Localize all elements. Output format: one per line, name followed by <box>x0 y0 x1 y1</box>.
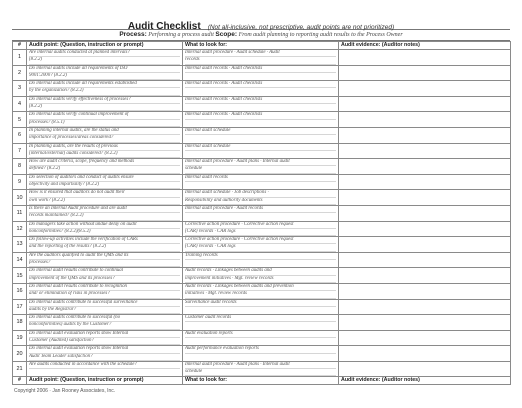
audit-point-text: Do internal audit results contribute to continual <box>29 268 180 275</box>
row-number: 19 <box>13 330 27 346</box>
table-row <box>13 50 511 66</box>
table-row <box>13 205 511 221</box>
row-number: 21 <box>13 361 27 377</box>
audit-point-text: How is it ensured that auditors do not audit their <box>29 190 180 197</box>
process-label: Process: <box>119 31 147 38</box>
audit-point-cell <box>27 205 183 221</box>
what-to-look-for-text: Responsibility and authority documents <box>185 198 336 205</box>
footer-column-header-what-to-look-for: What to look for: <box>183 377 339 385</box>
what-to-look-for-text: Internal audit procedure · Audit schedule · Audit <box>185 50 336 57</box>
audit-evidence-cell[interactable] <box>339 81 511 97</box>
what-to-look-for-text: Internal audit records · Audit checklists <box>185 81 336 88</box>
audit-evidence-cell[interactable] <box>339 330 511 346</box>
table-row <box>13 237 511 253</box>
checklist-table <box>12 41 511 385</box>
table-row <box>13 221 511 237</box>
audit-point-text: (8.2.2) <box>29 104 180 111</box>
table-row <box>13 361 511 377</box>
what-to-look-for-cell <box>183 221 339 237</box>
audit-point-text: Do selection of auditors and conduct of audits ensure <box>29 175 180 182</box>
what-to-look-for-cell <box>183 65 339 81</box>
what-to-look-for-cell <box>183 143 339 159</box>
what-to-look-for-text: Training records <box>185 253 336 260</box>
what-to-look-for-cell <box>183 268 339 284</box>
footer-column-header-audit-point: Audit point: (Question, instruction or prompt) <box>27 377 183 385</box>
audit-evidence-cell[interactable] <box>339 221 511 237</box>
audit-evidence-cell[interactable] <box>339 252 511 268</box>
audit-evidence-cell[interactable] <box>339 159 511 175</box>
row-number: 2 <box>13 65 27 81</box>
what-to-look-for-cell <box>183 237 339 253</box>
what-to-look-for-cell <box>183 361 339 377</box>
row-number: 10 <box>13 190 27 206</box>
audit-point-cell <box>27 299 183 315</box>
what-to-look-for-text: Audit records · Linkages between audits and <box>185 268 336 275</box>
table-row <box>13 190 511 206</box>
what-to-look-for-text: (CAR) records · CAR logs <box>185 244 336 251</box>
table-row <box>13 330 511 346</box>
audit-evidence-cell[interactable] <box>339 268 511 284</box>
document-subtitle: (Not all-inclusive, not prescriptive, audit points are not prioritized) <box>207 24 395 31</box>
audit-evidence-cell[interactable] <box>339 190 511 206</box>
audit-point-cell <box>27 190 183 206</box>
what-to-look-for-text: Internal audit records · Audit checklists <box>185 66 336 73</box>
what-to-look-for-text: Customer audit records <box>185 315 336 322</box>
column-header-number: # <box>13 42 27 50</box>
document-title: Audit Checklist <box>127 21 201 32</box>
audit-point-cell <box>27 283 183 299</box>
what-to-look-for-text: schedule <box>185 369 336 376</box>
what-to-look-for-cell <box>183 96 339 112</box>
what-to-look-for-cell <box>183 112 339 128</box>
audit-point-text: Are audits conducted in accordance with the schedule? <box>29 362 180 369</box>
audit-point-text: Do internal audit results contribute to recognition <box>29 284 180 291</box>
audit-evidence-cell[interactable] <box>339 283 511 299</box>
audit-point-text: importance of processes/areas considered? <box>29 135 180 142</box>
audit-point-text: and the reporting of the results? (8.2.2) <box>29 244 180 251</box>
audit-point-text: processes? (8.5.1) <box>29 120 180 127</box>
audit-point-cell <box>27 268 183 284</box>
what-to-look-for-text: improvement initiatives · Mgt. review records <box>185 276 336 283</box>
audit-point-cell <box>27 96 183 112</box>
copyright-footer: Copyright 2006 · Jan Rooney Associates, Inc. <box>14 388 116 394</box>
row-number: 3 <box>13 81 27 97</box>
table-row <box>13 315 511 331</box>
what-to-look-for-text: Audit records · Linkages between audits and prevention <box>185 284 336 291</box>
what-to-look-for-text: schedule <box>185 166 336 173</box>
audit-point-text: In planning audits, are the results of previous <box>29 144 180 151</box>
what-to-look-for-cell <box>183 127 339 143</box>
checklist-rows <box>13 50 511 377</box>
audit-point-cell <box>27 237 183 253</box>
table-row <box>13 65 511 81</box>
footer-column-header-audit-evidence: Audit evidence: (Auditor notes) <box>339 377 511 385</box>
audit-point-cell <box>27 143 183 159</box>
what-to-look-for-cell <box>183 174 339 190</box>
what-to-look-for-text: Internal audit schedule · Job descriptions · <box>185 190 336 197</box>
audit-point-text: and/ or elimination of risks in processes? <box>29 291 180 298</box>
row-number: 4 <box>13 96 27 112</box>
audit-point-text: In planning internal audits, are the status and <box>29 128 180 135</box>
what-to-look-for-text: Corrective action procedure · Corrective action request <box>185 222 336 229</box>
audit-evidence-cell[interactable] <box>339 96 511 112</box>
table-header-row <box>13 42 511 50</box>
audit-point-text: Are internal audits conducted at planned intervals? <box>29 50 180 57</box>
row-number: 1 <box>13 50 27 66</box>
audit-point-cell <box>27 361 183 377</box>
process-value: Performing a process audit <box>148 32 214 38</box>
audit-point-text: (internal/external) audits considered? (8.2.2) <box>29 151 180 158</box>
audit-point-text: own work? (8.2.2) <box>29 198 180 205</box>
audit-point-text: How are audit criteria, scope, frequency and methods <box>29 159 180 166</box>
table-row <box>13 143 511 159</box>
audit-point-cell <box>27 346 183 362</box>
table-row <box>13 268 511 284</box>
audit-point-text: Audit Team Leader satisfaction? <box>29 354 180 361</box>
audit-evidence-cell[interactable] <box>339 143 511 159</box>
what-to-look-for-text: Internal audit procedure · Audit plans · Internal audit <box>185 362 336 369</box>
row-number: 5 <box>13 112 27 128</box>
what-to-look-for-text: records <box>185 57 336 64</box>
table-row <box>13 159 511 175</box>
audit-evidence-cell[interactable] <box>339 127 511 143</box>
what-to-look-for-cell <box>183 283 339 299</box>
table-row <box>13 96 511 112</box>
what-to-look-for-text: (CAR) records · CAR logs <box>185 229 336 236</box>
row-number: 13 <box>13 237 27 253</box>
audit-point-cell <box>27 50 183 66</box>
audit-point-text: Do internal audit evaluation reports show Internal <box>29 346 180 353</box>
what-to-look-for-text: initiatives · Mgt. review records <box>185 291 336 298</box>
audit-evidence-cell[interactable] <box>339 112 511 128</box>
what-to-look-for-cell <box>183 50 339 66</box>
what-to-look-for-text: Internal audit schedule <box>185 128 336 135</box>
title-line <box>12 16 510 32</box>
audit-point-text: Do internal audit evaluation reports show Internal <box>29 331 180 338</box>
audit-evidence-cell[interactable] <box>339 315 511 331</box>
audit-evidence-cell[interactable] <box>339 346 511 362</box>
column-header-audit-evidence: Audit evidence: (Auditor notes) <box>339 42 511 50</box>
audit-point-cell <box>27 112 183 128</box>
audit-point-cell <box>27 127 183 143</box>
what-to-look-for-cell <box>183 315 339 331</box>
audit-point-cell <box>27 159 183 175</box>
table-row <box>13 252 511 268</box>
what-to-look-for-text: Audit performance evaluation reports <box>185 346 336 353</box>
audit-evidence-cell[interactable] <box>339 174 511 190</box>
row-number: 6 <box>13 127 27 143</box>
audit-evidence-cell[interactable] <box>339 237 511 253</box>
audit-point-cell <box>27 252 183 268</box>
what-to-look-for-text: Internal audit procedure · Audit plans · Internal audit <box>185 159 336 166</box>
table-row <box>13 283 511 299</box>
column-header-what-to-look-for: What to look for: <box>183 42 339 50</box>
audit-point-text: processes? <box>29 260 180 267</box>
table-row <box>13 346 511 362</box>
column-header-audit-point: Audit point: (Question, instruction or prompt) <box>27 42 183 50</box>
audit-evidence-cell[interactable] <box>339 299 511 315</box>
audit-point-text: Customer (Audited) satisfaction? <box>29 338 180 345</box>
table-row <box>13 299 511 315</box>
audit-point-cell <box>27 81 183 97</box>
table-row <box>13 174 511 190</box>
audit-point-text: by the organization? (8.2.2) <box>29 88 180 95</box>
audit-point-text: Do follow-up activities include the verification of CARs <box>29 237 180 244</box>
row-number: 12 <box>13 221 27 237</box>
table-row <box>13 81 511 97</box>
row-number: 15 <box>13 268 27 284</box>
audit-point-text: objectivity and impartiality? (8.2.2) <box>29 182 180 189</box>
audit-point-text: Do internal audits verify effectiveness of processes? <box>29 97 180 104</box>
what-to-look-for-text: Corrective action procedure · Corrective action request <box>185 237 336 244</box>
audit-evidence-cell[interactable] <box>339 361 511 377</box>
what-to-look-for-text: Internal audit records · Audit checklists <box>185 97 336 104</box>
audit-point-text: nonconformities) audits by the Customer? <box>29 322 180 329</box>
audit-evidence-cell[interactable] <box>339 205 511 221</box>
audit-point-cell <box>27 65 183 81</box>
row-number: 8 <box>13 159 27 175</box>
row-number: 17 <box>13 299 27 315</box>
audit-point-cell <box>27 221 183 237</box>
audit-point-cell <box>27 315 183 331</box>
what-to-look-for-text: Internal audit procedure · Audit records <box>185 206 336 213</box>
table-footer-header-row <box>13 377 511 385</box>
audit-point-text: audits by the Registrar? <box>29 307 180 314</box>
what-to-look-for-text: Internal audit records · Audit checklists <box>185 112 336 119</box>
scope-value: From audit planning to reporting audit results to the Process Owner <box>238 32 403 38</box>
row-number: 18 <box>13 315 27 331</box>
table-row <box>13 112 511 128</box>
audit-checklist-document <box>12 16 510 385</box>
audit-point-text: Is there an Internal Audit procedure and are audit <box>29 206 180 213</box>
audit-point-text: Do internal audits contribute to successful surveillance <box>29 300 180 307</box>
scope-label: Scope: <box>215 31 238 38</box>
audit-point-text: Do managers take action without undue delay on audit <box>29 222 180 229</box>
row-number: 14 <box>13 252 27 268</box>
audit-point-cell <box>27 330 183 346</box>
audit-point-text: (8.2.2) <box>29 57 180 64</box>
row-number: 16 <box>13 283 27 299</box>
what-to-look-for-cell <box>183 205 339 221</box>
what-to-look-for-text: Surveillance audit records <box>185 300 336 307</box>
footer-column-header-number: # <box>13 377 27 385</box>
what-to-look-for-text: Audit evaluation reports <box>185 331 336 338</box>
row-number: 9 <box>13 174 27 190</box>
what-to-look-for-text: Internal audit schedule <box>185 144 336 151</box>
audit-evidence-cell[interactable] <box>339 65 511 81</box>
audit-point-text: nonconformities? (8.2.2)(8.5.2) <box>29 229 180 236</box>
what-to-look-for-cell <box>183 299 339 315</box>
what-to-look-for-cell <box>183 81 339 97</box>
audit-point-text: Do internal audits include all requirements of ISO <box>29 66 180 73</box>
row-number: 20 <box>13 346 27 362</box>
audit-point-text: improvement of the QMS and its processes? <box>29 276 180 283</box>
row-number: 11 <box>13 205 27 221</box>
audit-point-text: Do internal audits verify continual improvement of <box>29 112 180 119</box>
audit-point-text: Are the auditors qualified to audit the QMS and its <box>29 253 180 260</box>
audit-evidence-cell[interactable] <box>339 50 511 66</box>
what-to-look-for-cell <box>183 190 339 206</box>
audit-point-text: records maintained? (8.2.2) <box>29 213 180 220</box>
row-number: 7 <box>13 143 27 159</box>
audit-point-text: Do internal audits include all requirements established <box>29 81 180 88</box>
audit-point-text: defined? (8.2.2) <box>29 166 180 173</box>
audit-point-text: 9001:2000? (8.2.2) <box>29 73 180 80</box>
audit-point-text: Do internal audits contribute to successful (no <box>29 315 180 322</box>
what-to-look-for-cell <box>183 346 339 362</box>
process-scope-line <box>12 29 510 41</box>
what-to-look-for-cell <box>183 330 339 346</box>
audit-point-cell <box>27 174 183 190</box>
table-row <box>13 127 511 143</box>
what-to-look-for-cell <box>183 252 339 268</box>
what-to-look-for-cell <box>183 159 339 175</box>
what-to-look-for-text: Internal audit records <box>185 175 336 182</box>
